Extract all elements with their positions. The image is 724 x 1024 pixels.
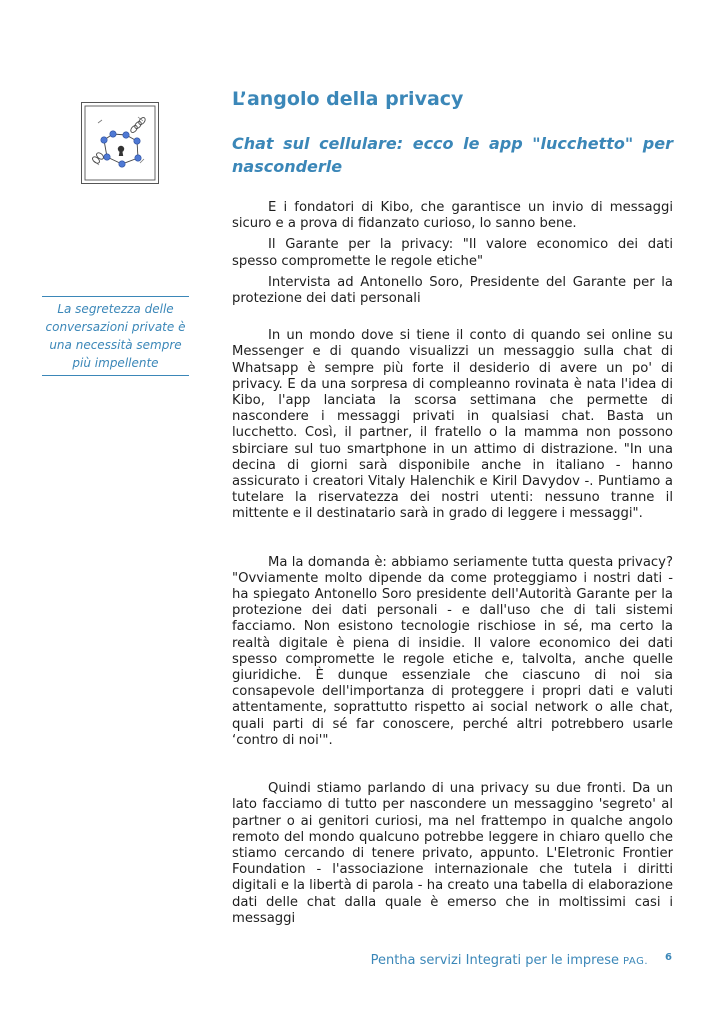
section-title: L’angolo della privacy xyxy=(232,88,464,110)
padlock-network-icon xyxy=(80,101,160,185)
footer-pag-label: PAG. xyxy=(623,956,648,967)
article-paragraph: Ma la domanda è: abbiamo seriamente tutta questa privacy? "Ovviamente molto dipende da come proteggiamo i nostri dati - ha spiegato Antonello Soro presidente dell'Autorità Garante per la protezione dei dati personali - e dall'uso che di tali sistemi facciamo. Non esistono tecnologie rischiose in sé, ma certo la realtà digitale è piena di insidie. Il valore economico dei dati spesso compromette le regole etiche e, talvolta, anche quelle giuridiche. È dunque essenziale che ciascuno di noi sia consapevole dell'importanza di proteggere i propri dati e valuti attentamente, soprattutto rispetto ai social network o alle chat, quali parti di sé far conoscere, perché altri potrebbero usarle ‘contro di noi'". xyxy=(232,554,673,748)
article-title: Chat sul cellulare: ecco le app "lucchetto" per nasconderle xyxy=(232,134,673,176)
page-number: 6 xyxy=(665,952,672,963)
article-paragraph: Il Garante per la privacy: "Il valore economico dei dati spesso compromette le regole etiche" xyxy=(232,237,673,269)
article-paragraph: In un mondo dove si tiene il conto di quando sei online su Messenger e di quando visualizzi un messaggio sulla chat di Whatsapp è sempre più forte il desiderio di avere un po' di privacy. E da una sorpresa di compleanno rovinata è nata l'idea di Kibo, l'app lanciata la scorsa settimana che permette di nascondere i messaggi privati in qualsiasi chat. Basta un lucchetto. Così, il partner, il fratello o la mamma non possono sbirciare sul tuo smartphone in un attimo di distrazione. "In una decina di giorni sarà disponibile anche in italiano - hanno assicurato i creatori Vitaly Halenchik e Kiril Davydov -. Puntiamo a tutelare la riservatezza dei nostri utenti: nessuno tranne il mittente e il destinatario sarà in grado di leggere i messaggi". xyxy=(232,328,673,522)
article-paragraph: Quindi stiamo parlando di una privacy su due fronti. Da un lato facciamo di tutto per nascondere un messaggino 'segreto' al partner o ai genitori curiosi, ma nel frattempo in qualche angolo remoto del mondo qualcuno potrebbe leggere in chiaro quello che stiamo cercando di tenere privato, appunto. L'Eletronic Frontier Foundation - l'associazione internazionale che tutela i diritti digitali e la libertà di parola - ha creato una tabella di elaborazione dati delle chat dalla quale è emerso che in moltissimi casi i messaggi xyxy=(232,781,673,926)
article-paragraph: E i fondatori di Kibo, che garantisce un invio di messaggi sicuro e a prova di fidanzato curioso, lo sanno bene. xyxy=(232,200,673,232)
footer-company-name: Pentha servizi Integrati per le imprese xyxy=(370,953,620,968)
footer-company xyxy=(371,953,648,968)
article-paragraph: Intervista ad Antonello Soro, Presidente del Garante per la protezione dei dati personali xyxy=(232,274,673,307)
article-main xyxy=(232,86,673,927)
sidebar-pull-quote: La segretezza delle conversazioni private è una necessità sempre più impellente xyxy=(42,296,189,376)
